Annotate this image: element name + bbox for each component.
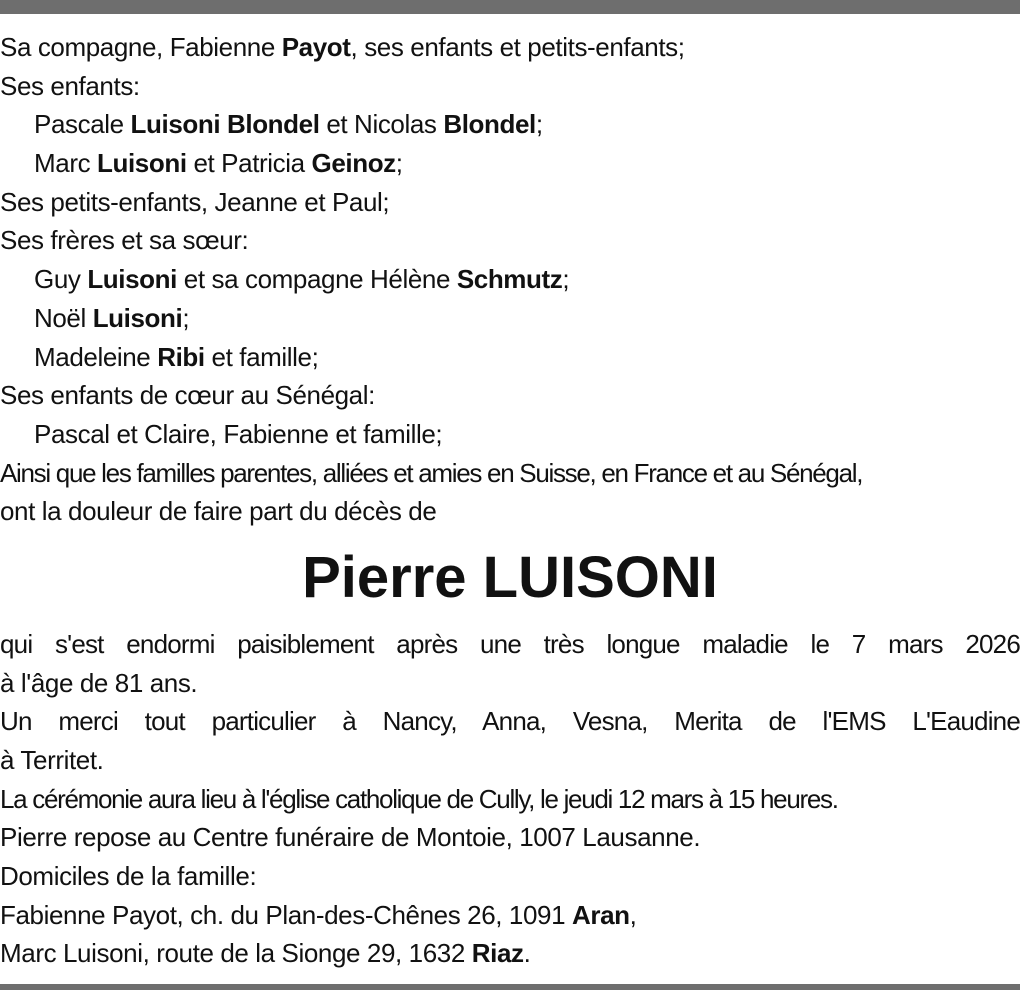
age-line: à l'âge de 81 ans. bbox=[0, 667, 198, 698]
child-entry: Marc Luisoni et Patricia Geinoz; bbox=[34, 148, 403, 179]
repose-line: Pierre repose au Centre funéraire de Montoie, 1007 Lausanne. bbox=[0, 822, 701, 853]
siblings-heading: Ses frères et sa sœur: bbox=[0, 225, 249, 256]
bottom-border-rule bbox=[0, 984, 1020, 990]
death-notice bbox=[0, 28, 1020, 973]
addresses-heading: Domiciles de la famille: bbox=[0, 861, 257, 892]
top-border-rule bbox=[0, 0, 1020, 14]
address-entry: Marc Luisoni, route de la Sionge 29, 1632 Riaz. bbox=[0, 938, 531, 969]
ceremony-line: La cérémonie aura lieu à l'église catholique de Cully, le jeudi 12 mars à 15 heures. bbox=[0, 783, 838, 814]
grandchildren-line: Ses petits-enfants, Jeanne et Paul; bbox=[0, 186, 390, 217]
child-entry: Pascale Luisoni Blondel et Nicolas Blondel; bbox=[34, 109, 543, 140]
thanks-line-cont: à Territet. bbox=[0, 745, 104, 775]
sibling-entry: Guy Luisoni et sa compagne Hélène Schmutz; bbox=[34, 264, 570, 295]
sibling-entry: Madeleine Ribi et famille; bbox=[34, 341, 319, 372]
address-entry: Fabienne Payot, ch. du Plan-des-Chênes 26, 1091 Aran, bbox=[0, 899, 637, 930]
sibling-entry: Noël Luisoni; bbox=[34, 302, 190, 333]
announcement-line: ont la douleur de faire part du décès de bbox=[0, 496, 437, 527]
thanks-line: Un merci tout particulier à Nancy, Anna, Vesna, Merita de l'EMS L'Eaudine bbox=[0, 706, 1020, 737]
deceased-name: Pierre LUISONI bbox=[302, 544, 718, 610]
heart-children-heading: Ses enfants de cœur au Sénégal: bbox=[0, 380, 375, 411]
children-heading: Ses enfants: bbox=[0, 70, 140, 101]
heart-children-entry: Pascal et Claire, Fabienne et famille; bbox=[34, 418, 443, 449]
passing-line: qui s'est endormi paisiblement après une très longue maladie le 7 mars 2026 bbox=[0, 628, 1020, 659]
partner-line: Sa compagne, Fabienne Payot, ses enfants et petits-enfants; bbox=[0, 32, 685, 62]
families-line: Ainsi que les familles parentes, alliées et amies en Suisse, en France et au Sénégal, bbox=[0, 457, 863, 488]
